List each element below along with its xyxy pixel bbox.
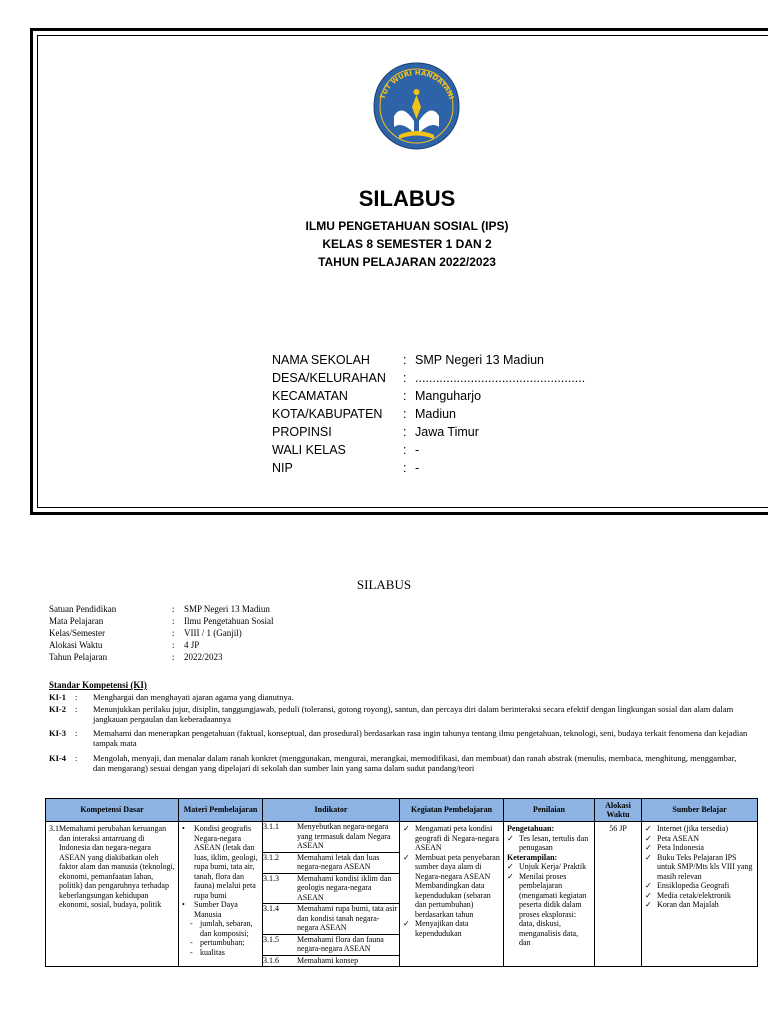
meta-value: SMP Negeri 13 Madiun	[184, 604, 270, 614]
school-info-value: .................................................	[415, 371, 586, 385]
indikator-row	[263, 853, 399, 874]
meta-row: Mata Pelajaran : Ilmu Pengetahuan Sosial	[49, 616, 274, 626]
school-info-label: PROPINSI	[272, 425, 332, 439]
kd-number: 3.1	[49, 824, 59, 833]
check-icon: ✓	[645, 852, 652, 862]
column-header: Indikator	[263, 799, 400, 822]
meta-value: VIII / 1 (Ganjil)	[184, 628, 242, 638]
cover-subtitle-subject: ILMU PENGETAHUAN SOSIAL (IPS)	[305, 219, 509, 233]
check-icon: ✓	[403, 824, 410, 833]
indikator-row	[263, 822, 399, 853]
column-header: Alokasi Waktu	[595, 799, 642, 822]
indikator-text: Memahami konsep	[297, 955, 359, 965]
penilaian-cell	[504, 822, 595, 967]
sumber-item: ✓ Peta Indonesia	[645, 843, 704, 852]
cover-inner-border	[37, 35, 768, 508]
check-icon: ✓	[645, 833, 652, 843]
table-row	[46, 822, 758, 967]
penilaian-item: ✓ Menilai proses pembelajaran (mengamati kegiatan peserta didik dalam proses eksplorasi: data, diskusi, menganalisis data, dan	[507, 871, 587, 947]
ki-code: KI-2	[49, 704, 66, 714]
column-header: Sumber Belajar	[642, 799, 758, 822]
penilaian-item: ✓ Tes lesan, tertulis dan penugasan	[507, 833, 589, 852]
school-info-row: DESA/KELURAHAN : .................................................	[272, 371, 586, 385]
sumber-item: ✓ Koran dan Majalah	[645, 900, 719, 909]
school-info-label: DESA/KELURAHAN	[272, 371, 386, 385]
school-info-label: KOTA/KABUPATEN	[272, 407, 383, 421]
ki-item: KI-3 : Memahami dan menerapkan pengetahuan (faktual, konseptual, dan prosedural) berdasarkan rasa ingin tahunya tentang ilmu pengetahuan, teknologi, seni, budaya terkait fenomena dan kejadian tampak mata	[49, 728, 748, 748]
school-info	[272, 351, 585, 477]
check-icon: ✓	[403, 919, 410, 928]
indikator-row	[263, 935, 399, 956]
penilaian-heading: Pengetahuan:	[507, 824, 555, 833]
syllabus-table	[45, 798, 758, 967]
kegiatan-cell	[400, 822, 504, 967]
cover-subtitle-year: TAHUN PELAJARAN 2022/2023	[318, 255, 496, 269]
ki-item: KI-4 : Mengolah, menyaji, dan menalar dalam ranah konkret (menggunakan, mengurai, merangkai, memodifikasi, dan membuat) dan ranah abstrak (menulis, membaca, menghitung, menggambar, dan mengarang) sesuai dengan yang dipelajari di sekolah dan sumber lain yang sama dalam sudut pandang/teori	[49, 753, 749, 773]
school-info-label: NAMA SEKOLAH	[272, 353, 370, 367]
indikator-cell	[263, 822, 400, 967]
meta-row: Alokasi Waktu : 4 JP	[49, 640, 200, 650]
ki-item: KI-1 : Menghargai dan menghayati ajaran agama yang dianutnya.	[49, 692, 749, 702]
materi-item: • Kondisi geografis Negara-negara ASEAN (letak dan luas, iklim, geologi, rupa bumi, tata air, tanah, flora dan fauna) melalui peta rupa bumi	[182, 824, 258, 900]
meta-label: Mata Pelajaran	[49, 616, 104, 626]
indikator-row	[263, 956, 399, 967]
materi-subitem: - kualitas	[190, 947, 225, 957]
meta-value: 4 JP	[184, 640, 200, 650]
check-icon: ✓	[507, 862, 514, 871]
penilaian-heading: Keterampilan:	[507, 852, 558, 862]
kegiatan-item: ✓ Menyajikan data kependudukan	[403, 919, 469, 938]
school-info-label: WALI KELAS	[272, 443, 346, 457]
indikator-number: 3.1.3	[263, 873, 279, 883]
school-info-row: WALI KELAS : -	[272, 443, 420, 457]
meta-value: 2022/2023	[184, 652, 223, 662]
svg-text:TUT WURI HANDAYANI: TUT WURI HANDAYANI	[378, 68, 456, 101]
syllabus-meta	[49, 603, 274, 663]
ki-code: KI-1	[49, 692, 66, 702]
indikator-row	[263, 904, 399, 935]
materi-subitem: - pertumbuhan;	[190, 938, 245, 947]
materi-subitem: - jumlah, sebaran, dan komposisi;	[190, 919, 253, 938]
sumber-item: ✓ Peta ASEAN	[645, 833, 699, 843]
meta-value: Ilmu Pengetahuan Sosial	[184, 616, 274, 626]
school-info-value: Madiun	[415, 407, 456, 421]
school-info-row: KOTA/KABUPATEN : Madiun	[272, 407, 456, 421]
ki-code: KI-3	[49, 728, 66, 738]
ki-code: KI-4	[49, 753, 66, 763]
syllabus-title: SILABUS	[356, 577, 412, 592]
kegiatan-item: ✓ Mengamati peta kondisi geografi di Negara-negara ASEAN	[403, 824, 499, 852]
school-info-row: NAMA SEKOLAH : SMP Negeri 13 Madiun	[272, 353, 545, 367]
indikator-row	[263, 874, 399, 905]
indikator-text: Memahami flora dan fauna negara-negara ASEAN	[297, 934, 384, 953]
column-header: Penilaian	[504, 799, 595, 822]
indikator-number: 3.1.5	[263, 934, 279, 944]
penilaian-item: ✓ Unjuk Kerja/ Praktik	[507, 862, 587, 871]
meta-row: Kelas/Semester : VIII / 1 (Ganjil)	[49, 628, 242, 638]
kegiatan-item: ✓ Membuat peta penyebaran sumber daya alam di Negara-negara ASEAN Membandingkan data kependudukan (sebaran dan pertumbuhan) berdasarkan tahun	[403, 852, 500, 919]
indikator-text: Menyebutkan negara-negara yang termasuk dalam Negara ASEAN	[297, 822, 391, 850]
school-info-value: -	[415, 461, 420, 475]
bullet-icon: •	[182, 824, 185, 833]
alokasi-value: 56 JP	[609, 824, 627, 833]
school-info-value: SMP Negeri 13 Madiun	[415, 353, 545, 367]
sumber-item: ✓ Ensiklopedia Geografi	[645, 881, 730, 890]
check-icon: ✓	[507, 833, 514, 843]
sumber-item: ✓ Buku Teks Pelajaran IPS untuk SMP/Mts kls VIII yang masih relevan	[645, 852, 753, 881]
sumber-cell	[642, 822, 758, 967]
alokasi-cell	[595, 822, 642, 967]
school-info-label: NIP	[272, 461, 293, 475]
column-header: Materi Pembelajaran	[179, 799, 263, 822]
tut-wuri-handayani-logo	[369, 61, 464, 151]
check-icon: ✓	[645, 881, 652, 890]
ki-text: Mengolah, menyaji, dan menalar dalam ranah konkret (menggunakan, mengurai, merangkai, memodifikasi, dan membuat) dan ranah abstrak (menulis, membaca, menghitung, menggambar, dan mengarang) sesuai dengan yang dipelajari di sekolah dan sumber lain yang sama dalam sudut pandang/teori	[93, 753, 737, 773]
bullet-icon: •	[182, 900, 185, 909]
school-info-row: KECAMATAN : Manguharjo	[272, 389, 482, 403]
school-info-value: Manguharjo	[415, 389, 482, 403]
meta-row: Satuan Pendidikan : SMP Negeri 13 Madiun	[49, 604, 270, 614]
ki-text: Menunjukkan perilaku jujur, disiplin, tanggungjawab, peduli (toleransi, gotong royong), santun, dan percaya diri dalam berinteraksi secara efektif dengan lingkungan sosial dan alam dalam jangkauan pergaulan dan keberadaannya	[93, 704, 734, 724]
indikator-text: Memahami kondisi iklim dan geologis negara-negara ASEAN	[297, 873, 392, 902]
cover-title: SILABUS	[358, 186, 456, 211]
kd-text: Memahami perubahan keruangan dan interaksi antarruang di Indonesia dan negara-negara ASEAN yang diakibatkan oleh faktor alam dan manusia (teknologi, ekonomi, pemanfaatan lahan, politik) dan pengaruhnya terhadap keberlangsungan kehidupan ekonomi, sosial, budaya, politik	[59, 824, 175, 909]
indikator-text: Memahami letak dan luas negara-negara ASEAN	[297, 852, 380, 871]
indikator-number: 3.1.6	[263, 955, 279, 965]
sumber-item: ✓ Internet (jika tersedia)	[645, 824, 729, 833]
column-header: Kegiatan Pembelajaran	[400, 799, 504, 822]
indikator-number: 3.1.2	[263, 852, 279, 862]
cover-subtitle-class: KELAS 8 SEMESTER 1 DAN 2	[322, 237, 492, 251]
kd-cell	[46, 822, 179, 967]
school-info-row: NIP : -	[272, 461, 420, 475]
ki-text: Menghargai dan menghayati ajaran agama yang dianutnya.	[93, 692, 294, 702]
meta-label: Kelas/Semester	[49, 628, 105, 638]
ki-text: Memahami dan menerapkan pengetahuan (faktual, konseptual, dan prosedural) berdasarkan rasa ingin tahunya tentang ilmu pengetahuan, teknologi, seni, budaya terkait fenomena dan kejadian tampak mata	[93, 728, 748, 748]
table-header-row	[46, 799, 758, 822]
check-icon: ✓	[645, 890, 652, 900]
school-info-label: KECAMATAN	[272, 389, 348, 403]
meta-row: Tahun Pelajaran : 2022/2023	[49, 652, 223, 662]
meta-label: Tahun Pelajaran	[49, 652, 108, 662]
ki-heading: Standar Kompetensi (KI)	[49, 680, 147, 690]
ki-item: KI-2 : Menunjukkan perilaku jujur, disiplin, tanggungjawab, peduli (toleransi, gotong royong), santun, dan percaya diri dalam berinteraksi secara efektif dengan lingkungan sosial dan alam dalam jangkauan pergaulan dan keberadaannya	[49, 704, 749, 724]
indikator-text: Memahami rupa bumi, tata asir dan kondisi tanah negara-negara ASEAN	[297, 904, 398, 932]
check-icon: ✓	[645, 843, 652, 852]
materi-cell	[179, 822, 263, 967]
check-icon: ✓	[645, 824, 652, 833]
meta-label: Alokasi Waktu	[49, 640, 103, 650]
materi-item: • Sumber Daya Manusia	[182, 900, 238, 919]
school-info-value: -	[415, 443, 420, 457]
check-icon: ✓	[645, 900, 652, 909]
indikator-number: 3.1.4	[263, 904, 279, 913]
check-icon: ✓	[507, 871, 514, 881]
school-info-value: Jawa Timur	[415, 425, 479, 439]
sumber-item: ✓ Media cetak/elektronik	[645, 890, 731, 900]
meta-label: Satuan Pendidikan	[49, 604, 117, 614]
column-header: Kompetensi Dasar	[46, 799, 179, 822]
cover-page	[30, 28, 768, 515]
check-icon: ✓	[403, 852, 410, 862]
indikator-number: 3.1.1	[263, 822, 279, 831]
school-info-row: PROPINSI : Jawa Timur	[272, 425, 479, 439]
